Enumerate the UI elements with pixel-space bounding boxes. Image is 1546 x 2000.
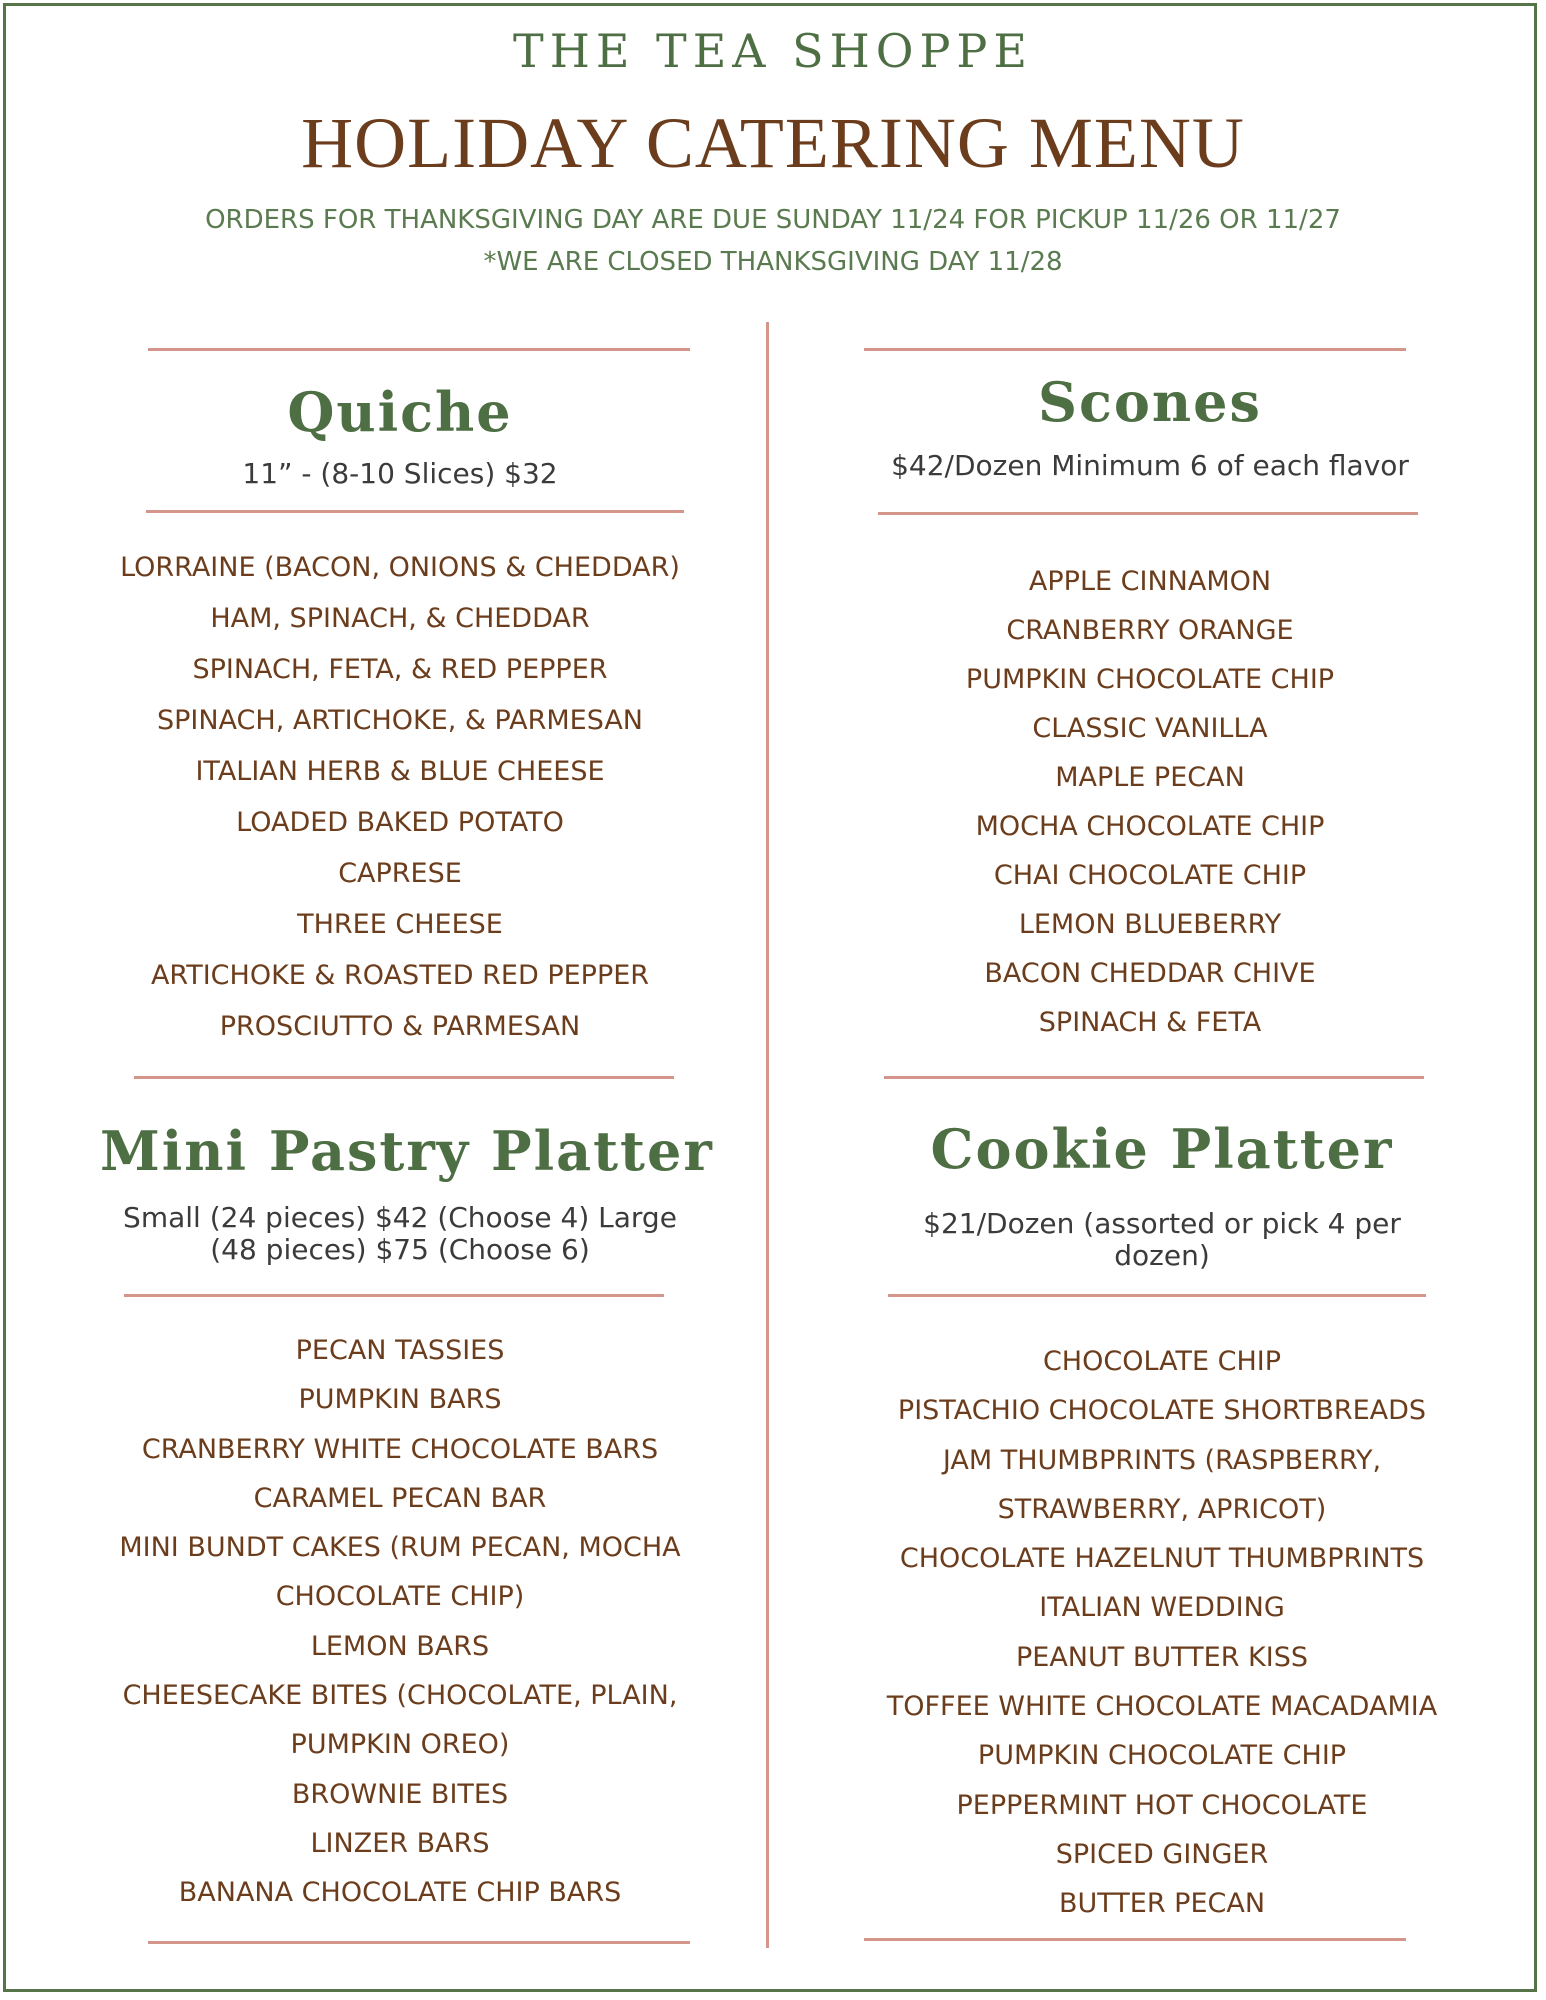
list-item: CHOCOLATE HAZELNUT THUMBPRINTS [899,1543,1425,1575]
cookie-bottom-rule [888,1294,1426,1297]
list-item: LORRAINE (BACON, ONIONS & CHEDDAR) [120,552,680,583]
scones-section [850,340,1450,1080]
list-item: CRANBERRY ORANGE [1006,615,1294,646]
list-item: BACON CHEDDAR CHIVE [984,958,1316,989]
pastry-price-small: Small (24 pieces) $42 (Choose 4) Large [123,1201,677,1234]
pastry-title: Mini Pastry Platter [100,1119,714,1183]
list-item: SPINACH, FETA, & RED PEPPER [192,654,608,685]
cookie-price-cont: dozen) [1114,1239,1210,1272]
list-item: STRAWBERRY, APRICOT) [997,1493,1327,1525]
list-item: APPLE CINNAMON [1028,566,1272,597]
list-item: PUMPKIN CHOCOLATE CHIP [965,664,1335,695]
scones-top-rule [864,348,1406,351]
list-item: CHAI CHOCOLATE CHIP [993,860,1307,891]
column-divider [766,322,769,1948]
list-item: ARTICHOKE & ROASTED RED PEPPER [150,960,650,991]
list-item: JAM THUMBPRINTS (RASPBERRY, [942,1444,1382,1476]
quiche-top-rule [148,348,690,351]
list-item: MINI BUNDT CAKES (RUM PECAN, MOCHA [119,1532,681,1564]
cookie-end-rule [864,1938,1406,1941]
cookie-top-rule [884,1076,1424,1079]
list-item: CHOCOLATE CHIP [1042,1346,1282,1377]
quiche-list [100,542,700,1052]
list-item: SPINACH & FETA [1038,1007,1262,1038]
quiche-price: 11” - (8-10 Slices) $32 [242,457,558,490]
list-item: PUMPKIN CHOCOLATE CHIP [977,1740,1347,1772]
scones-title: Scones [1038,370,1262,434]
cookie-list [862,1337,1462,1929]
order-deadline-notice: ORDERS FOR THANKSGIVING DAY ARE DUE SUNDAY 11/24 FOR PICKUP 11/26 OR 11/27 [205,205,1341,235]
list-item: CAPRESE [338,858,462,889]
list-item: MOCHA CHOCOLATE CHIP [975,811,1325,842]
list-item: LOADED BAKED POTATO [236,807,564,838]
list-item: BUTTER PECAN [1058,1888,1266,1920]
quiche-bottom-rule [146,510,684,513]
list-item: TOFFEE WHITE CHOCOLATE MACADAMIA [886,1691,1438,1723]
list-item: CARAMEL PECAN BAR [253,1482,547,1514]
list-item: PEPPERMINT HOT CHOCOLATE [956,1789,1368,1821]
quiche-section [100,340,700,1080]
menu-title: HOLIDAY CATERING MENU [301,103,1245,183]
list-item: CRANBERRY WHITE CHOCOLATE BARS [141,1433,659,1465]
pastry-end-rule [148,1941,690,1944]
scones-bottom-rule [878,512,1418,515]
list-item: CHOCOLATE CHIP) [275,1581,525,1613]
list-item: THREE CHEESE [297,909,503,940]
pastry-section [100,1075,714,1955]
pastry-price-large: (48 pieces) $75 (Choose 6) [210,1233,590,1266]
list-item: LINZER BARS [310,1827,490,1859]
shop-name: THE TEA SHOPPE [513,24,1033,78]
list-item: PROSCIUTTO & PARMESAN [219,1011,581,1042]
list-item: BROWNIE BITES [291,1778,509,1810]
list-item: LEMON BARS [310,1630,490,1662]
list-item: HAM, SPINACH, & CHEDDAR [210,603,590,634]
list-item: ITALIAN HERB & BLUE CHEESE [195,756,605,787]
list-item: PUMPKIN BARS [298,1384,502,1416]
list-item: CHEESECAKE BITES (CHOCOLATE, PLAIN, [122,1680,678,1712]
list-item: BANANA CHOCOLATE CHIP BARS [178,1877,622,1909]
list-item: PEANUT BUTTER KISS [1016,1641,1308,1673]
pastry-top-rule [134,1076,674,1079]
scones-list [850,557,1450,1047]
list-item: SPINACH, ARTICHOKE, & PARMESAN [156,705,644,736]
list-item: LEMON BLUEBERRY [1018,909,1282,940]
cookie-price: $21/Dozen (assorted or pick 4 per [923,1207,1401,1240]
list-item: PECAN TASSIES [295,1335,505,1366]
quiche-title: Quiche [287,380,513,444]
scones-price: $42/Dozen Minimum 6 of each flavor [891,449,1409,482]
list-item: SPICED GINGER [1055,1838,1269,1870]
list-item: MAPLE PECAN [1055,762,1245,793]
cookie-section [862,1075,1462,1955]
pastry-list [100,1326,700,1918]
pastry-bottom-rule [124,1294,664,1297]
cookie-title: Cookie Platter [930,1117,1394,1181]
list-item: PUMPKIN OREO) [290,1729,510,1761]
list-item: PISTACHIO CHOCOLATE SHORTBREADS [897,1395,1427,1427]
list-item: ITALIAN WEDDING [1039,1592,1285,1624]
list-item: CLASSIC VANILLA [1032,713,1268,744]
closed-notice: *WE ARE CLOSED THANKSGIVING DAY 11/28 [483,247,1063,277]
